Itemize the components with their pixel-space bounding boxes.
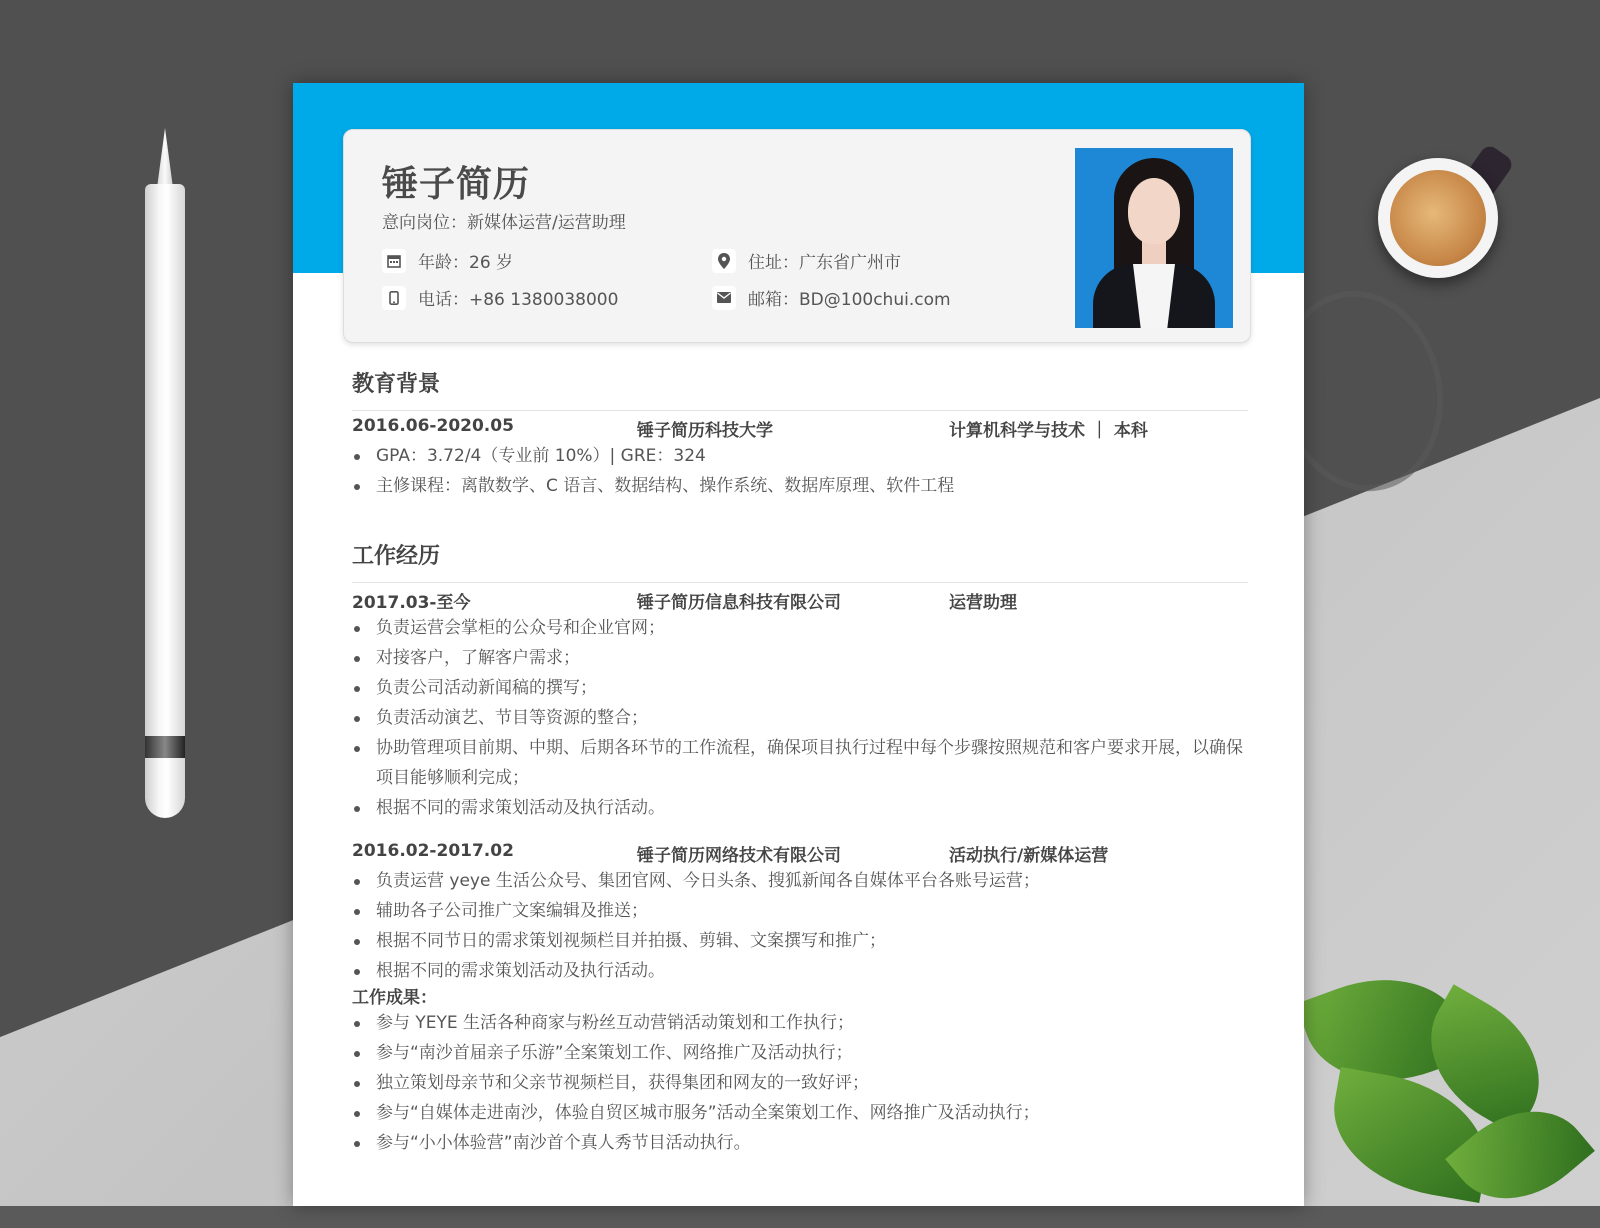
list-item: 负责公司活动新闻稿的撰写；	[352, 673, 1248, 703]
phone-text: 电话：+86 1380038000	[418, 290, 619, 310]
job-company: 锤子简历信息科技有限公司	[637, 593, 841, 613]
job-bullets	[352, 613, 1248, 823]
job-role: 运营助理	[949, 593, 1017, 613]
list-item: 根据不同的需求策划活动及执行活动。	[352, 793, 1248, 823]
pencil-band	[145, 736, 185, 758]
list-item: 根据不同节日的需求策划视频栏目并拍摄、剪辑、文案撰写和推广；	[352, 926, 1248, 956]
location-pin-icon	[712, 249, 736, 273]
pencil-tip	[157, 128, 173, 188]
profile-photo	[1075, 148, 1233, 328]
list-item: 参与“自媒体走进南沙，体验自贸区城市服务”活动全案策划工作、网络推广及活动执行；	[352, 1098, 1248, 1128]
section-divider	[352, 582, 1248, 583]
list-item: 参与 YEYE 生活各种商家与粉丝互动营销活动策划和工作执行；	[352, 1008, 1248, 1038]
list-item: 协助管理项目前期、中期、后期各环节的工作流程，确保项目执行过程中每个步骤按照规范和客户要求开展，以确保项目能够顺利完成；	[352, 733, 1248, 793]
coffee-cup	[1378, 158, 1498, 278]
list-item: 主修课程：离散数学、C 语言、数据结构、操作系统、数据库原理、软件工程	[352, 471, 1248, 501]
list-item: 负责运营会掌柜的公众号和企业官网；	[352, 613, 1248, 643]
achievements-title: 工作成果：	[352, 988, 437, 1008]
envelope-icon	[712, 286, 736, 310]
stamp-watermark: 简历	[1261, 275, 1461, 506]
job-date: 2016.02-2017.02	[352, 841, 514, 861]
resume-name: 锤子简历	[382, 164, 531, 205]
list-item: GPA：3.72/4（专业前 10%）| GRE：324	[352, 441, 1248, 471]
list-item: 负责活动演艺、节目等资源的整合；	[352, 703, 1248, 733]
info-email	[712, 285, 951, 310]
resume-page	[293, 83, 1304, 1206]
pencil-body	[145, 184, 185, 818]
coffee	[1390, 170, 1486, 266]
list-item: 对接客户，了解客户需求；	[352, 643, 1248, 673]
profile-card	[343, 129, 1251, 343]
education-major: 计算机科学与技术 ｜ 本科	[949, 421, 1148, 441]
list-item: 独立策划母亲节和父亲节视频栏目，获得集团和网友的一致好评；	[352, 1068, 1248, 1098]
achievement-bullets	[352, 1008, 1248, 1158]
photo-face	[1128, 178, 1180, 244]
info-address	[712, 248, 901, 273]
section-divider	[352, 410, 1248, 411]
mobile-phone-icon	[382, 286, 406, 310]
job-role: 活动执行/新媒体运营	[949, 846, 1109, 866]
list-item: 参与“南沙首届亲子乐游”全案策划工作、网络推广及活动执行；	[352, 1038, 1248, 1068]
list-item: 根据不同的需求策划活动及执行活动。	[352, 956, 1248, 986]
job-bullets	[352, 866, 1248, 986]
education-title: 教育背景	[352, 372, 441, 397]
age-text: 年龄：26 岁	[418, 253, 514, 273]
list-item: 参与“小小体验营”南沙首个真人秀节目活动执行。	[352, 1128, 1248, 1158]
job-company: 锤子简历网络技术有限公司	[637, 846, 841, 866]
info-phone	[382, 285, 618, 310]
calendar-icon	[382, 249, 406, 273]
education-school: 锤子简历科技大学	[637, 421, 773, 441]
education-date: 2016.06-2020.05	[352, 416, 514, 436]
info-age	[382, 248, 513, 273]
list-item: 负责运营 yeye 生活公众号、集团官网、今日头条、搜狐新闻各自媒体平台各账号运营；	[352, 866, 1248, 896]
email-text: 邮箱：BD@100chui.com	[748, 290, 951, 310]
stylus-pencil	[145, 128, 185, 818]
list-item: 辅助各子公司推广文案编辑及推送；	[352, 896, 1248, 926]
work-title: 工作经历	[352, 544, 441, 569]
education-bullets	[352, 441, 1248, 501]
job-date: 2017.03-至今	[352, 593, 471, 613]
address-text: 住址：广东省广州市	[748, 253, 901, 273]
job-intent: 意向岗位：新媒体运营/运营助理	[382, 213, 626, 233]
